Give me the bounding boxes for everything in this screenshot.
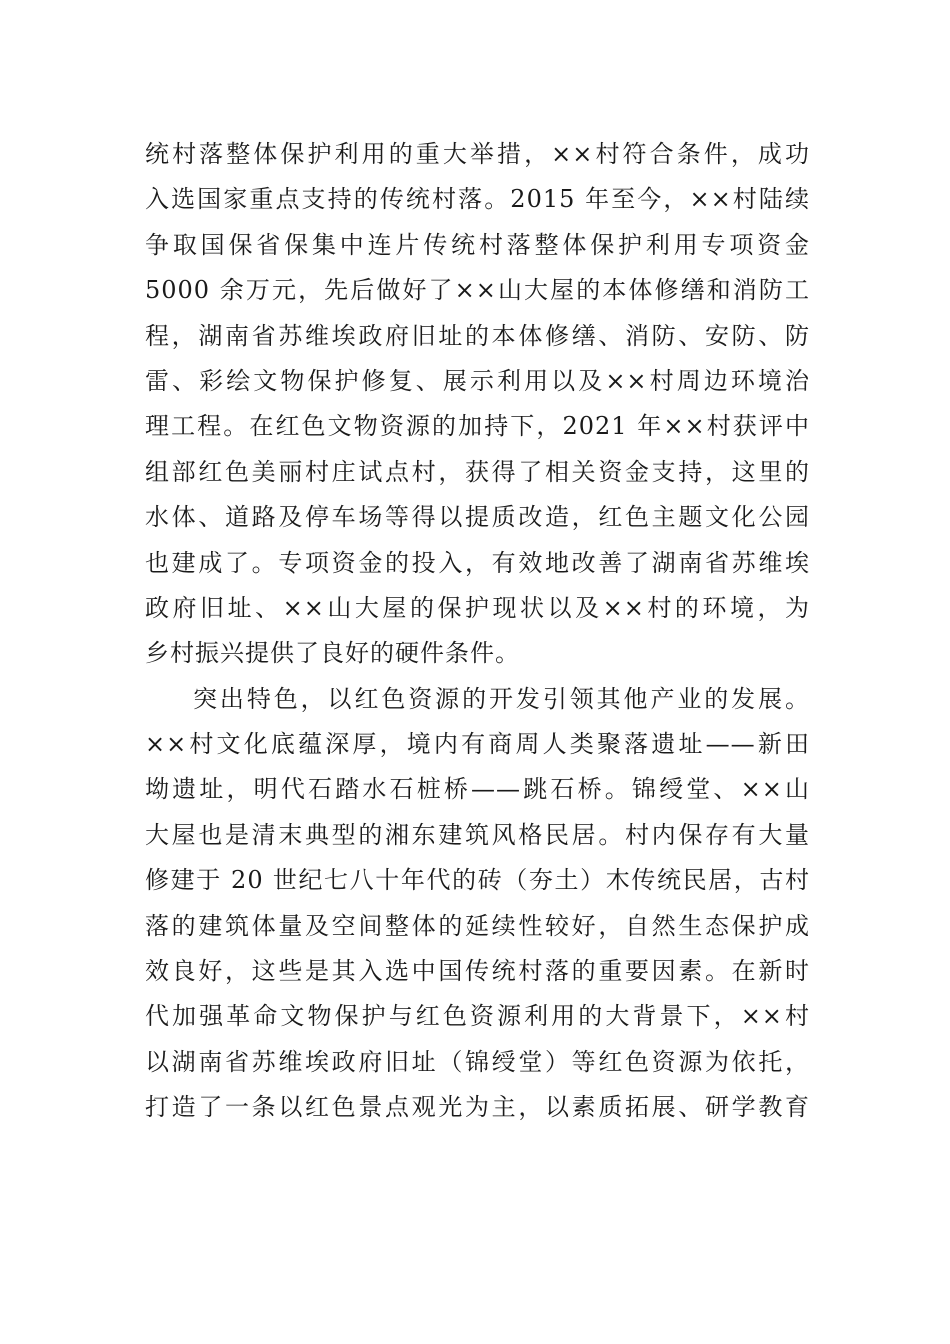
text-line: 大屋也是清末典型的湘东建筑风格民居。村内保存有大量 (145, 820, 810, 849)
text-line: 代加强革命文物保护与红色资源利用的大背景下，××村 (145, 1002, 810, 1031)
text-line: 雷、彩绘文物保护修复、展示利用以及××村周边环境治 (145, 366, 810, 395)
text-line: 程，湖南省苏维埃政府旧址的本体修缮、消防、安防、防 (145, 321, 810, 350)
text-line-paragraph-end: 乡村振兴提供了良好的硬件条件。 (145, 639, 520, 668)
text-line: 理工程。在红色文物资源的加持下，2021 年××村获评中 (145, 412, 810, 441)
text-line: 争取国保省保集中连片传统村落整体保护利用专项资金 (145, 230, 810, 259)
text-line: 统村落整体保护利用的重大举措，××村符合条件，成功 (145, 140, 810, 168)
text-line: ××村文化底蕴深厚，境内有商周人类聚落遗址——新田 (145, 730, 810, 759)
text-line: 入选国家重点支持的传统村落。2015 年至今，××村陆续 (145, 185, 810, 214)
text-line: 组部红色美丽村庄试点村，获得了相关资金支持，这里的 (145, 457, 810, 486)
text-line: 修建于 20 世纪七八十年代的砖（夯土）木传统民居，古村 (145, 866, 810, 895)
text-line: 打造了一条以红色景点观光为主，以素质拓展、研学教育 (145, 1093, 810, 1122)
text-line: 5000 余万元，先后做好了××山大屋的本体修缮和消防工 (145, 276, 810, 305)
text-line: 政府旧址、××山大屋的保护现状以及××村的环境，为 (145, 593, 810, 622)
text-line: 也建成了。专项资金的投入，有效地改善了湖南省苏维埃 (145, 548, 810, 577)
text-line: 坳遗址，明代石踏水石桩桥——跳石桥。锦绶堂、××山 (145, 775, 810, 804)
body-text (145, 132, 810, 1131)
text-line: 水体、道路及停车场等得以提质改造，红色主题文化公园 (145, 503, 810, 532)
text-line: 以湖南省苏维埃政府旧址（锦绶堂）等红色资源为依托， (145, 1047, 810, 1076)
text-line-paragraph-start: 突出特色，以红色资源的开发引领其他产业的发展。 (193, 684, 810, 713)
text-line: 效良好，这些是其入选中国传统村落的重要因素。在新时 (145, 957, 810, 986)
text-line: 落的建筑体量及空间整体的延续性较好，自然生态保护成 (145, 911, 810, 940)
